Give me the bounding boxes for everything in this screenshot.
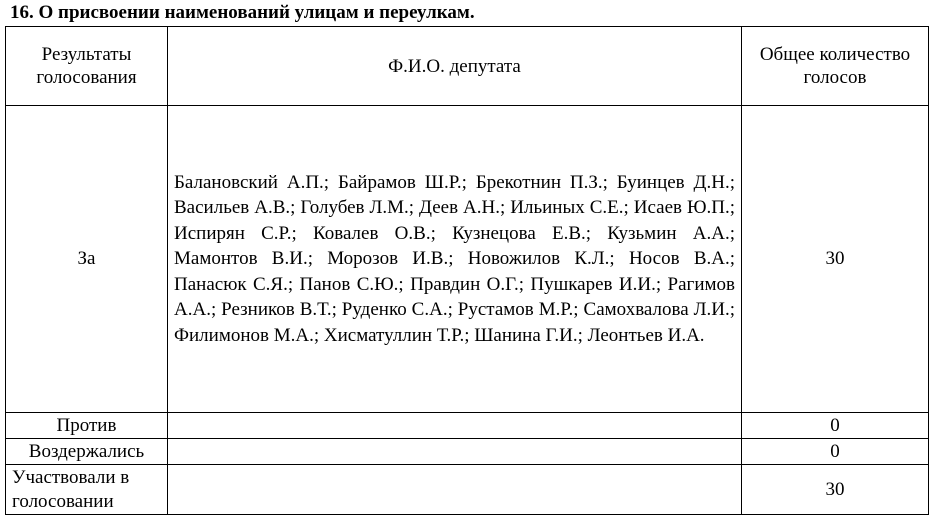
deputy-names bbox=[168, 413, 742, 439]
section-heading: 16. О присвоении наименований улицам и переулкам. bbox=[10, 2, 475, 23]
result-label: Участвовали в голосовании bbox=[6, 465, 168, 515]
vote-count: 0 bbox=[742, 413, 929, 439]
vote-count: 30 bbox=[742, 106, 929, 413]
vote-count: 0 bbox=[742, 439, 929, 465]
vote-count: 30 bbox=[742, 465, 929, 515]
table-row bbox=[6, 465, 929, 515]
deputy-names bbox=[168, 465, 742, 515]
header-deputy: Ф.И.О. депутата bbox=[168, 27, 742, 106]
result-label: Против bbox=[6, 413, 168, 439]
deputy-names: Балановский А.П.; Байрамов Ш.Р.; Брекотнин П.З.; Буинцев Д.Н.; Васильев А.В.; Голубев Л.М.; Деев А.Н.; Ильиных С.Е.; Исаев Ю.П.; Испирян С.Р.; Ковалев О.В.; Кузнецова Е.В.; Кузьмин А.А.; Мамонтов В.И.; Морозов И.В.; Новожилов К.Л.; Носов В.А.; Панасюк С.Я.; Панов С.Ю.; Правдин О.Г.; Пушкарев И.И.; Рагимов А.А.; Резников В.Т.; Руденко С.А.; Рустамов М.Р.; Самохвалова Л.И.; Филимонов М.А.; Хисматуллин Т.Р.; Шанина Г.И.; Леонтьев И.А. bbox=[168, 106, 742, 413]
table-row bbox=[6, 439, 929, 465]
deputy-names bbox=[168, 439, 742, 465]
table-row bbox=[6, 106, 929, 413]
result-label: Воздержались bbox=[6, 439, 168, 465]
header-result: Результаты голосования bbox=[6, 27, 168, 106]
table-header-row bbox=[6, 27, 929, 106]
table-row bbox=[6, 413, 929, 439]
result-label: За bbox=[6, 106, 168, 413]
header-total: Общее количество голосов bbox=[742, 27, 929, 106]
